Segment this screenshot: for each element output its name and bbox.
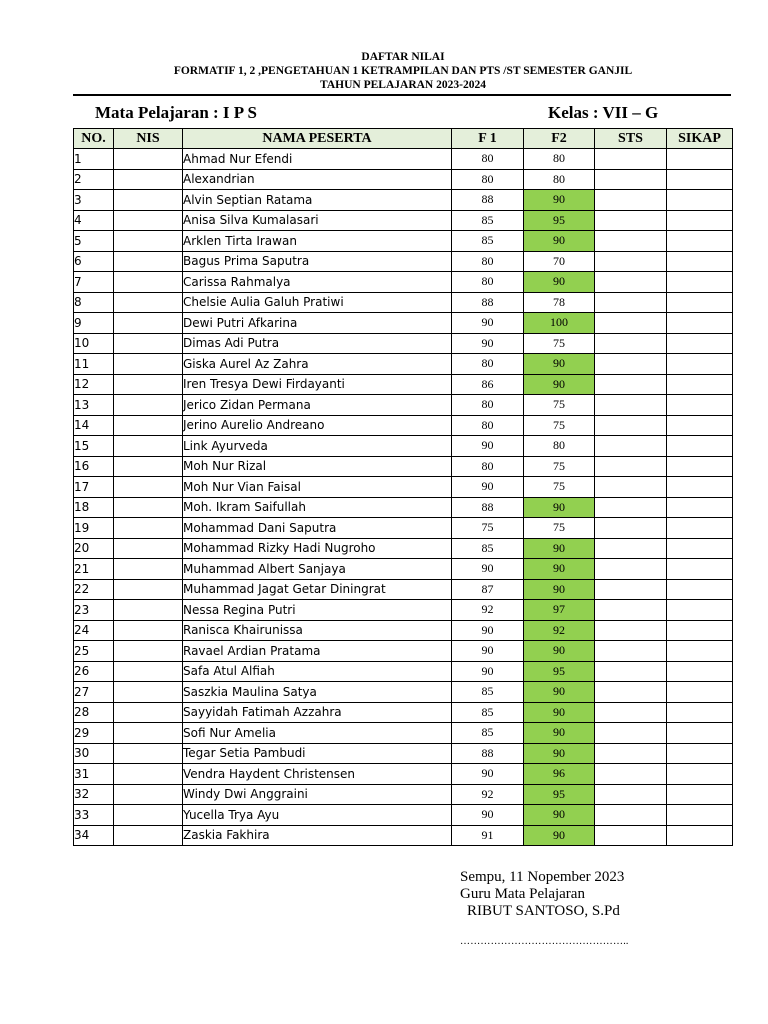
- f1-score: 85: [452, 723, 524, 744]
- doc-subtitle: FORMATIF 1, 2 ,PENGETAHUAN 1 KETRAMPILAN DAN PTS /ST SEMESTER GANJIL: [173, 65, 633, 77]
- f1-score: 85: [452, 538, 524, 559]
- table-row: [74, 682, 733, 703]
- col-header-name: NAMA PESERTA: [183, 129, 452, 149]
- row-number: 17: [74, 477, 114, 498]
- nis-cell: [114, 784, 183, 805]
- nis-cell: [114, 169, 183, 190]
- row-number: 1: [74, 149, 114, 170]
- sikap-cell: [667, 641, 733, 662]
- sts-cell: [595, 210, 667, 231]
- sts-cell: [595, 538, 667, 559]
- table-row: [74, 559, 733, 580]
- signature-place-date: Sempu, 11 Nopember 2023: [460, 869, 625, 885]
- sts-cell: [595, 661, 667, 682]
- sts-cell: [595, 497, 667, 518]
- f1-score: 90: [452, 559, 524, 580]
- sts-cell: [595, 395, 667, 416]
- subject-label: Mata Pelajaran : I P S: [95, 103, 257, 122]
- col-header-no: NO.: [74, 129, 114, 149]
- student-name: Tegar Setia Pambudi: [183, 743, 452, 764]
- student-name: Saszkia Maulina Satya: [183, 682, 452, 703]
- sikap-cell: [667, 764, 733, 785]
- sts-cell: [595, 682, 667, 703]
- student-name: Ranisca Khairunissa: [183, 620, 452, 641]
- f2-score: 95: [524, 661, 595, 682]
- f2-score: 90: [524, 190, 595, 211]
- student-name: Safa Atul Alfiah: [183, 661, 452, 682]
- row-number: 20: [74, 538, 114, 559]
- nis-cell: [114, 682, 183, 703]
- f2-score: 95: [524, 210, 595, 231]
- f1-score: 80: [452, 169, 524, 190]
- sikap-cell: [667, 149, 733, 170]
- table-row: [74, 149, 733, 170]
- table-row: [74, 374, 733, 395]
- row-number: 25: [74, 641, 114, 662]
- f1-score: 87: [452, 579, 524, 600]
- sts-cell: [595, 272, 667, 293]
- f2-score: 100: [524, 313, 595, 334]
- student-name: Ravael Ardian Pratama: [183, 641, 452, 662]
- f1-score: 90: [452, 313, 524, 334]
- nis-cell: [114, 292, 183, 313]
- table-row: [74, 395, 733, 416]
- sts-cell: [595, 231, 667, 252]
- nis-cell: [114, 395, 183, 416]
- f2-score: 90: [524, 682, 595, 703]
- f1-score: 80: [452, 272, 524, 293]
- nis-cell: [114, 538, 183, 559]
- sts-cell: [595, 518, 667, 539]
- doc-title: DAFTAR NILAI: [361, 51, 445, 63]
- sts-cell: [595, 702, 667, 723]
- sikap-cell: [667, 190, 733, 211]
- table-row: [74, 169, 733, 190]
- row-number: 2: [74, 169, 114, 190]
- f1-score: 80: [452, 149, 524, 170]
- sts-cell: [595, 477, 667, 498]
- f1-score: 90: [452, 620, 524, 641]
- sts-cell: [595, 333, 667, 354]
- f2-score: 90: [524, 825, 595, 846]
- student-name: Anisa Silva Kumalasari: [183, 210, 452, 231]
- row-number: 22: [74, 579, 114, 600]
- table-row: [74, 456, 733, 477]
- sikap-cell: [667, 292, 733, 313]
- table-row: [74, 723, 733, 744]
- nis-cell: [114, 190, 183, 211]
- table-row: [74, 313, 733, 334]
- col-header-f2: F2: [524, 129, 595, 149]
- f1-score: 88: [452, 292, 524, 313]
- table-row: [74, 661, 733, 682]
- nis-cell: [114, 518, 183, 539]
- nis-cell: [114, 272, 183, 293]
- nis-cell: [114, 333, 183, 354]
- f1-score: 90: [452, 661, 524, 682]
- row-number: 27: [74, 682, 114, 703]
- sts-cell: [595, 805, 667, 826]
- row-number: 10: [74, 333, 114, 354]
- sikap-cell: [667, 313, 733, 334]
- f2-score: 78: [524, 292, 595, 313]
- row-number: 26: [74, 661, 114, 682]
- sts-cell: [595, 641, 667, 662]
- row-number: 15: [74, 436, 114, 457]
- sts-cell: [595, 743, 667, 764]
- sikap-cell: [667, 538, 733, 559]
- student-name: Zaskia Fakhira: [183, 825, 452, 846]
- signature-role: Guru Mata Pelajaran: [460, 886, 585, 902]
- nis-cell: [114, 415, 183, 436]
- f2-score: 90: [524, 559, 595, 580]
- table-row: [74, 764, 733, 785]
- table-row: [74, 251, 733, 272]
- sts-cell: [595, 292, 667, 313]
- sikap-cell: [667, 805, 733, 826]
- f2-score: 95: [524, 784, 595, 805]
- student-name: Windy Dwi Anggraini: [183, 784, 452, 805]
- row-number: 30: [74, 743, 114, 764]
- sikap-cell: [667, 169, 733, 190]
- signature-line: …………………………………………..: [460, 936, 629, 947]
- f2-score: 90: [524, 272, 595, 293]
- row-number: 31: [74, 764, 114, 785]
- class-label: Kelas : VII – G: [548, 103, 659, 122]
- sts-cell: [595, 764, 667, 785]
- student-name: Muhammad Albert Sanjaya: [183, 559, 452, 580]
- sts-cell: [595, 600, 667, 621]
- nis-cell: [114, 825, 183, 846]
- row-number: 13: [74, 395, 114, 416]
- sts-cell: [595, 559, 667, 580]
- nis-cell: [114, 600, 183, 621]
- table-row: [74, 231, 733, 252]
- student-name: Sofi Nur Amelia: [183, 723, 452, 744]
- table-row: [74, 784, 733, 805]
- student-name: Mohammad Rizky Hadi Nugroho: [183, 538, 452, 559]
- nis-cell: [114, 579, 183, 600]
- f2-score: 75: [524, 477, 595, 498]
- nis-cell: [114, 374, 183, 395]
- f1-score: 80: [452, 395, 524, 416]
- col-header-sikap: SIKAP: [667, 129, 733, 149]
- sikap-cell: [667, 702, 733, 723]
- sikap-cell: [667, 395, 733, 416]
- sts-cell: [595, 374, 667, 395]
- sikap-cell: [667, 497, 733, 518]
- grades-table: [73, 128, 733, 846]
- sts-cell: [595, 313, 667, 334]
- student-name: Moh Nur Rizal: [183, 456, 452, 477]
- f2-score: 75: [524, 456, 595, 477]
- f2-score: 90: [524, 702, 595, 723]
- nis-cell: [114, 559, 183, 580]
- f2-score: 75: [524, 518, 595, 539]
- f2-score: 90: [524, 538, 595, 559]
- table-row: [74, 702, 733, 723]
- f1-score: 90: [452, 436, 524, 457]
- f1-score: 86: [452, 374, 524, 395]
- sikap-cell: [667, 682, 733, 703]
- f1-score: 88: [452, 497, 524, 518]
- table-row: [74, 354, 733, 375]
- f2-score: 75: [524, 395, 595, 416]
- sikap-cell: [667, 825, 733, 846]
- col-header-nis: NIS: [114, 129, 183, 149]
- col-header-sts: STS: [595, 129, 667, 149]
- row-number: 29: [74, 723, 114, 744]
- row-number: 5: [74, 231, 114, 252]
- nis-cell: [114, 149, 183, 170]
- table-header-row: [74, 129, 733, 149]
- student-name: Alvin Septian Ratama: [183, 190, 452, 211]
- sikap-cell: [667, 436, 733, 457]
- nis-cell: [114, 456, 183, 477]
- nis-cell: [114, 313, 183, 334]
- sikap-cell: [667, 231, 733, 252]
- row-number: 9: [74, 313, 114, 334]
- sts-cell: [595, 784, 667, 805]
- table-row: [74, 477, 733, 498]
- f2-score: 80: [524, 169, 595, 190]
- table-row: [74, 805, 733, 826]
- table-row: [74, 333, 733, 354]
- row-number: 8: [74, 292, 114, 313]
- student-name: Link Ayurveda: [183, 436, 452, 457]
- f2-score: 75: [524, 333, 595, 354]
- row-number: 32: [74, 784, 114, 805]
- f2-score: 80: [524, 149, 595, 170]
- sts-cell: [595, 436, 667, 457]
- student-name: Bagus Prima Saputra: [183, 251, 452, 272]
- student-name: Alexandrian: [183, 169, 452, 190]
- student-name: Yucella Trya Ayu: [183, 805, 452, 826]
- student-name: Vendra Haydent Christensen: [183, 764, 452, 785]
- nis-cell: [114, 251, 183, 272]
- row-number: 3: [74, 190, 114, 211]
- row-number: 33: [74, 805, 114, 826]
- f1-score: 91: [452, 825, 524, 846]
- f2-score: 90: [524, 743, 595, 764]
- sikap-cell: [667, 661, 733, 682]
- student-name: Iren Tresya Dewi Firdayanti: [183, 374, 452, 395]
- f1-score: 85: [452, 231, 524, 252]
- col-header-f1: F 1: [452, 129, 524, 149]
- f2-score: 75: [524, 415, 595, 436]
- sts-cell: [595, 169, 667, 190]
- student-name: Dimas Adi Putra: [183, 333, 452, 354]
- sikap-cell: [667, 477, 733, 498]
- table-row: [74, 825, 733, 846]
- student-name: Ahmad Nur Efendi: [183, 149, 452, 170]
- f1-score: 75: [452, 518, 524, 539]
- f2-score: 90: [524, 374, 595, 395]
- student-name: Mohammad Dani Saputra: [183, 518, 452, 539]
- f1-score: 90: [452, 805, 524, 826]
- sikap-cell: [667, 415, 733, 436]
- row-number: 21: [74, 559, 114, 580]
- table-row: [74, 538, 733, 559]
- sts-cell: [595, 723, 667, 744]
- sikap-cell: [667, 579, 733, 600]
- row-number: 18: [74, 497, 114, 518]
- table-row: [74, 579, 733, 600]
- nis-cell: [114, 723, 183, 744]
- table-row: [74, 292, 733, 313]
- sts-cell: [595, 456, 667, 477]
- nis-cell: [114, 477, 183, 498]
- f2-score: 90: [524, 579, 595, 600]
- f2-score: 90: [524, 497, 595, 518]
- student-name: Sayyidah Fatimah Azzahra: [183, 702, 452, 723]
- nis-cell: [114, 764, 183, 785]
- student-name: Arklen Tirta Irawan: [183, 231, 452, 252]
- f1-score: 90: [452, 764, 524, 785]
- f2-score: 97: [524, 600, 595, 621]
- f2-score: 90: [524, 641, 595, 662]
- student-name: Chelsie Aulia Galuh Pratiwi: [183, 292, 452, 313]
- sts-cell: [595, 579, 667, 600]
- row-number: 23: [74, 600, 114, 621]
- nis-cell: [114, 641, 183, 662]
- sts-cell: [595, 190, 667, 211]
- sikap-cell: [667, 374, 733, 395]
- student-name: Moh. Ikram Saifullah: [183, 497, 452, 518]
- f2-score: 90: [524, 805, 595, 826]
- nis-cell: [114, 436, 183, 457]
- sts-cell: [595, 251, 667, 272]
- row-number: 11: [74, 354, 114, 375]
- student-name: Giska Aurel Az Zahra: [183, 354, 452, 375]
- f1-score: 90: [452, 333, 524, 354]
- f1-score: 90: [452, 477, 524, 498]
- row-number: 4: [74, 210, 114, 231]
- table-row: [74, 436, 733, 457]
- signature-name: RIBUT SANTOSO, S.Pd: [467, 903, 620, 919]
- row-number: 19: [74, 518, 114, 539]
- sts-cell: [595, 620, 667, 641]
- nis-cell: [114, 354, 183, 375]
- f1-score: 80: [452, 415, 524, 436]
- row-number: 14: [74, 415, 114, 436]
- sts-cell: [595, 354, 667, 375]
- table-body: [74, 149, 733, 846]
- table-row: [74, 620, 733, 641]
- sts-cell: [595, 149, 667, 170]
- sikap-cell: [667, 354, 733, 375]
- nis-cell: [114, 805, 183, 826]
- nis-cell: [114, 743, 183, 764]
- f2-score: 90: [524, 723, 595, 744]
- table-row: [74, 518, 733, 539]
- student-name: Moh Nur Vian Faisal: [183, 477, 452, 498]
- sts-cell: [595, 415, 667, 436]
- f1-score: 80: [452, 456, 524, 477]
- nis-cell: [114, 620, 183, 641]
- sikap-cell: [667, 210, 733, 231]
- sikap-cell: [667, 456, 733, 477]
- table-row: [74, 210, 733, 231]
- nis-cell: [114, 497, 183, 518]
- student-name: Dewi Putri Afkarina: [183, 313, 452, 334]
- f2-score: 70: [524, 251, 595, 272]
- f2-score: 92: [524, 620, 595, 641]
- f2-score: 96: [524, 764, 595, 785]
- f1-score: 88: [452, 190, 524, 211]
- f1-score: 85: [452, 682, 524, 703]
- sikap-cell: [667, 518, 733, 539]
- table-row: [74, 415, 733, 436]
- sikap-cell: [667, 559, 733, 580]
- row-number: 16: [74, 456, 114, 477]
- f2-score: 80: [524, 436, 595, 457]
- sikap-cell: [667, 620, 733, 641]
- header-rule: [73, 94, 731, 96]
- table-row: [74, 272, 733, 293]
- row-number: 28: [74, 702, 114, 723]
- sikap-cell: [667, 743, 733, 764]
- row-number: 12: [74, 374, 114, 395]
- student-name: Nessa Regina Putri: [183, 600, 452, 621]
- f1-score: 80: [452, 354, 524, 375]
- table-row: [74, 190, 733, 211]
- student-name: Muhammad Jagat Getar Diningrat: [183, 579, 452, 600]
- f1-score: 92: [452, 600, 524, 621]
- table-row: [74, 641, 733, 662]
- sikap-cell: [667, 784, 733, 805]
- sikap-cell: [667, 723, 733, 744]
- nis-cell: [114, 702, 183, 723]
- sts-cell: [595, 825, 667, 846]
- sikap-cell: [667, 600, 733, 621]
- f1-score: 80: [452, 251, 524, 272]
- nis-cell: [114, 210, 183, 231]
- row-number: 24: [74, 620, 114, 641]
- f2-score: 90: [524, 354, 595, 375]
- table-row: [74, 743, 733, 764]
- f1-score: 92: [452, 784, 524, 805]
- sikap-cell: [667, 272, 733, 293]
- f1-score: 85: [452, 210, 524, 231]
- row-number: 6: [74, 251, 114, 272]
- f1-score: 90: [452, 641, 524, 662]
- f1-score: 88: [452, 743, 524, 764]
- f1-score: 85: [452, 702, 524, 723]
- row-number: 7: [74, 272, 114, 293]
- sikap-cell: [667, 333, 733, 354]
- sikap-cell: [667, 251, 733, 272]
- nis-cell: [114, 231, 183, 252]
- table-row: [74, 600, 733, 621]
- student-name: Jerico Zidan Permana: [183, 395, 452, 416]
- nis-cell: [114, 661, 183, 682]
- student-name: Carissa Rahmalya: [183, 272, 452, 293]
- student-name: Jerino Aurelio Andreano: [183, 415, 452, 436]
- row-number: 34: [74, 825, 114, 846]
- f2-score: 90: [524, 231, 595, 252]
- table-row: [74, 497, 733, 518]
- doc-school-year: TAHUN PELAJARAN 2023-2024: [320, 79, 486, 91]
